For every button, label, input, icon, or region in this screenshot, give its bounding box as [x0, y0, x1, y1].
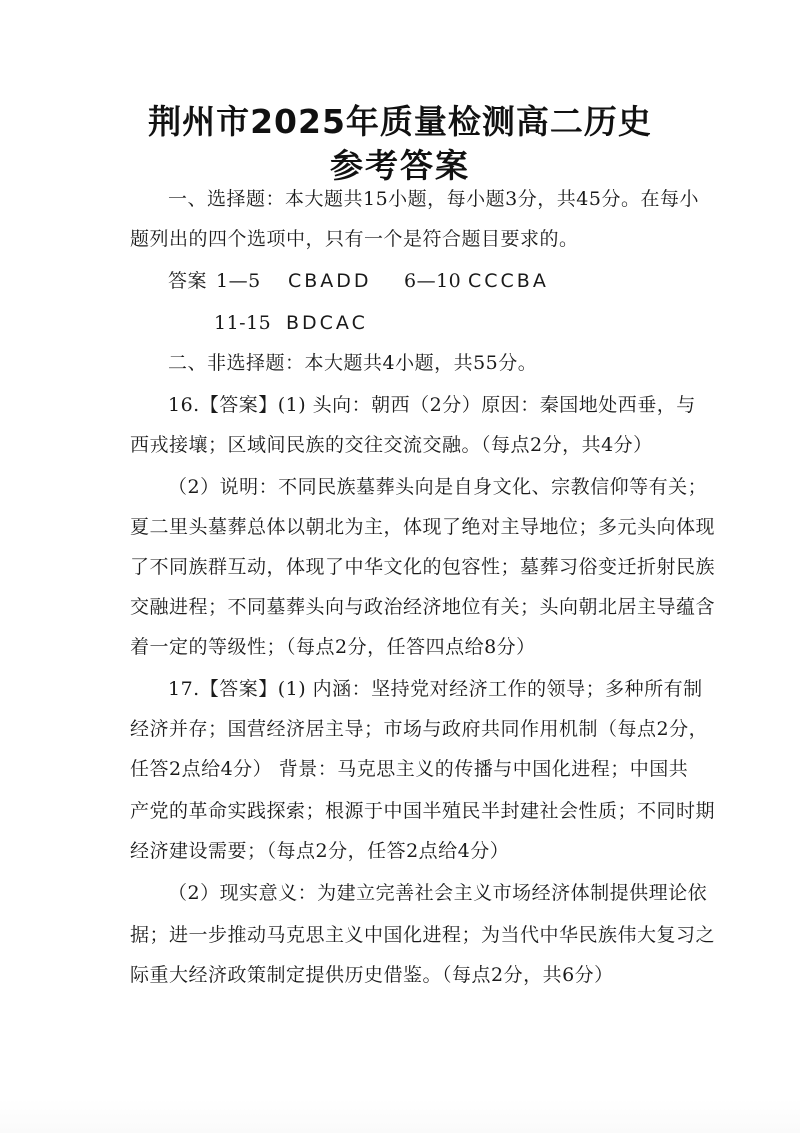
document-subtitle: 参考答案 — [330, 146, 470, 185]
section1-intro-line1: 一、选择题：本大题共15小题，每小题3分，共45分。在每小 — [168, 188, 699, 210]
q16-line: 夏二里头墓葬总体以朝北为主，体现了绝对主导地位；多元头向体现 — [130, 516, 716, 538]
answer-range-2: 6—10 — [404, 270, 462, 292]
q16-line: （2）说明：不同民族墓葬头向是自身文化、宗教信仰等有关； — [168, 476, 708, 498]
answers-label: 答案 — [168, 270, 208, 292]
page-bottom-edge — [0, 1099, 800, 1133]
q17-line: 经济并存；国营经济居主导；市场与政府共同作用机制（每点2分， — [130, 718, 709, 740]
document-title: 荆州市2025年质量检测高二历史 — [148, 102, 652, 141]
q17-line: 经济建设需要；（每点2分，任答2点给4分） — [130, 840, 510, 862]
q16-line: 着一定的等级性；（每点2分，任答四点给8分） — [130, 636, 536, 658]
answer-key-3: BDCAC — [286, 312, 368, 334]
q17-line: 据；进一步推动马克思主义中国化进程；为当代中华民族伟大复习之 — [130, 924, 716, 946]
answer-range-1: 1—5 — [216, 270, 261, 292]
section1-intro-line2: 题列出的四个选项中，只有一个是符合题目要求的。 — [130, 228, 579, 250]
q17-line: （2）现实意义：为建立完善社会主义市场经济体制提供理论依 — [168, 882, 708, 904]
section2-intro: 二、非选择题：本大题共4小题，共55分。 — [168, 352, 538, 374]
q17-line: 任答2点给4分） 背景：马克思主义的传播与中国化进程；中国共 — [130, 758, 689, 780]
q16-line: 16.【答案】(1) 头向：朝西（2分）原因：秦国地处西垂，与 — [168, 394, 696, 416]
q17-line: 际重大经济政策制定提供历史借鉴。（每点2分，共6分） — [130, 964, 614, 986]
q17-line: 17.【答案】(1) 内涵：坚持党对经济工作的领导；多种所有制 — [168, 678, 703, 700]
q16-line: 交融进程；不同墓葬头向与政治经济地位有关；头向朝北居主导蕴含 — [130, 596, 716, 618]
q16-line: 西戎接壤；区域间民族的交往交流交融。（每点2分，共4分） — [130, 434, 653, 456]
answer-range-3: 11-15 — [214, 312, 272, 334]
answer-key-2: CCCBA — [468, 270, 549, 292]
q16-line: 了不同族群互动，体现了中华文化的包容性；墓葬习俗变迁折射民族 — [130, 556, 716, 578]
q17-line: 产党的革命实践探索；根源于中国半殖民半封建社会性质；不同时期 — [130, 800, 716, 822]
answer-key-1: CBADD — [288, 270, 372, 292]
